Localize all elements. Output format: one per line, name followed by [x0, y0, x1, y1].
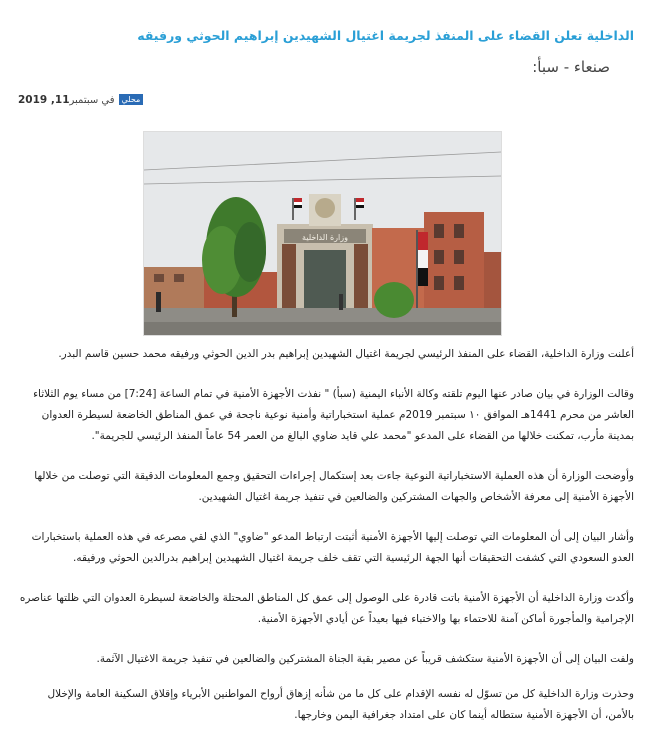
publish-date: 11, 2019 [18, 94, 70, 106]
article-title[interactable]: الداخلية تعلن القضاء على المنفذ لجريمة اغتيال الشهيدين إبراهيم الحوثي ورفيقه [137, 28, 634, 43]
article-body [16, 344, 634, 745]
article-paragraph: ولفت البيان إلى أن الأجهزة الأمنية ستكشف قريباً عن مصير بقية الجناة المشتركين والضالعين في تنفيذ جريمة الاغتيال الآثمة. [96, 653, 634, 665]
gate-sign: وزارة الداخلية [302, 233, 348, 242]
category-badge[interactable]: محلي [119, 94, 144, 105]
article-dateline: صنعاء - سبأ: [532, 58, 610, 76]
article-paragraph: وحذرت وزارة الداخلية كل من تسوّل له نفسه الإقدام على كل ما من شأنه إزهاق أرواح المواطنين الأبرياء وإقلاق السكينة العامة والإخلال بالأمن، أن الأجهزة الأمنية ستطاله أينما كان على امتداد جغرافية اليمن وخارجها. [47, 688, 634, 721]
article-photo [143, 131, 502, 336]
ministry-gate-photo-icon [144, 132, 501, 335]
article-paragraph: أعلنت وزارة الداخلية، القضاء على المنفذ الرئيسي لجريمة اغتيال الشهيدين إبراهيم بدر الدين الحوثي ورفيقه محمد حسين قاسم البدر. [58, 348, 634, 360]
article-meta [18, 94, 143, 106]
article-paragraph: وأكدت وزارة الداخلية أن الأجهزة الأمنية باتت قادرة على الوصول إلى عمق كل المناطق المحتلة والخاضعة لسيطرة العدوان التي ظلتها عناصره الإجرامية والمأجورة أماكن آمنة للاحتماء بها والاختباء فيها بعيداً عن أيادي الأجهزة الأمنية. [19, 592, 634, 625]
article-paragraph: وقالت الوزارة في بيان صادر عنها اليوم تلقته وكالة الأنباء اليمنية (سبأ) " نفذت الأجهزة الأمنية في تمام الساعة [7:24] من مساء يوم الثلاثاء العاشر من محرم 1441هـ الموافق ١٠ سبتمبر 2019م عملية استخباراتية وأمنية نوعية ناجحة في عمق المناطق الخاضعة لسيطرة العدوان بمدينة مأرب، تمكنت خلالها من القضاء على المدعو "محمد علي قايد ضاوي البالغ من العمر 54 عاماً المنفذ الرئيسي للجريمة". [33, 388, 634, 442]
article-paragraph: وأشار البيان إلى أن المعلومات التي توصلت إليها الأجهزة الأمنية أثبتت ارتباط المدعو "ضاوي" الذي لقي مصرعه في هذه العملية باستخبارات العدو السعودي التي كشفت التحقيقات أنها الجهة الرئيسية التي تقف خلف جريمة اغتيال الشهيدين إبراهيم بدرالدين الحوثي ورفيقه. [31, 531, 634, 564]
date-prefix: في سبتمبر [69, 95, 115, 106]
article-paragraph: وأوضحت الوزارة أن هذه العملية الاستخباراتية النوعية جاءت بعد إستكمال إجراءات التحقيق وجمع المعلومات الدقيقة التي توصلت من خلالها الأجهزة الأمنية إلى معرفة الأشخاص والجهات المشتركين والضالعين في تنفيذ جريمة اغتيال الشهيدين. [34, 470, 634, 503]
